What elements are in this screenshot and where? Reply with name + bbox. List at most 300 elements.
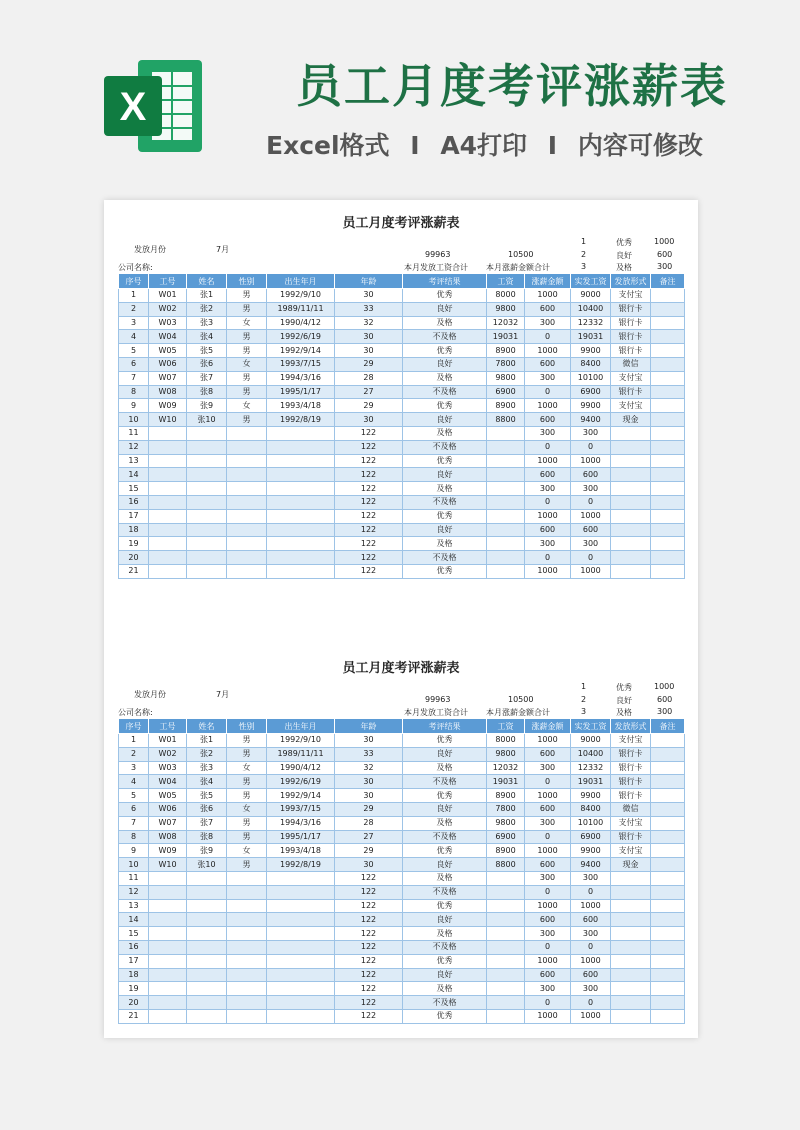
table-cell: 男 <box>227 413 267 427</box>
table-cell: 14 <box>119 913 149 927</box>
table-cell: 女 <box>227 316 267 330</box>
table-cell: 7 <box>119 371 149 385</box>
column-header: 年龄 <box>335 719 403 734</box>
table-cell: 10 <box>119 413 149 427</box>
table-cell <box>487 426 525 440</box>
table-cell <box>227 913 267 927</box>
table-cell: 28 <box>335 816 403 830</box>
table-cell: W05 <box>149 344 187 358</box>
table-cell: 0 <box>525 330 571 344</box>
table-cell: 300 <box>525 426 571 440</box>
table-cell <box>487 927 525 941</box>
table-cell: 30 <box>335 289 403 303</box>
table-cell <box>227 426 267 440</box>
table-cell: 9800 <box>487 747 525 761</box>
table-cell: 15 <box>119 927 149 941</box>
table-cell <box>187 495 227 509</box>
table-cell <box>267 927 335 941</box>
table-cell: 微信 <box>611 802 651 816</box>
table-cell: 122 <box>335 495 403 509</box>
month-label: 发放月份 <box>134 245 166 254</box>
table-cell <box>187 968 227 982</box>
table-cell: 支付宝 <box>611 816 651 830</box>
table-cell <box>267 913 335 927</box>
table-cell <box>651 289 685 303</box>
table-cell <box>487 1009 525 1023</box>
table-row <box>119 927 685 941</box>
table-cell: 9800 <box>487 371 525 385</box>
table-cell <box>227 1009 267 1023</box>
table-cell: 张6 <box>187 802 227 816</box>
table-cell <box>149 426 187 440</box>
table-cell <box>651 509 685 523</box>
table-cell <box>487 871 525 885</box>
table-cell <box>149 927 187 941</box>
table-cell: 1000 <box>525 1009 571 1023</box>
table-cell: 1000 <box>571 899 611 913</box>
table-row <box>119 495 685 509</box>
column-header: 考评结果 <box>403 274 487 289</box>
table-cell: 122 <box>335 940 403 954</box>
table-cell: 1994/3/16 <box>267 816 335 830</box>
grade-amount: 1000 <box>654 237 675 246</box>
table-cell: 不及格 <box>403 885 487 899</box>
column-header: 姓名 <box>187 719 227 734</box>
total-raise-label: 本月涨薪金额合计 <box>486 708 550 717</box>
table-cell: 男 <box>227 789 267 803</box>
table-cell <box>611 564 651 578</box>
table-cell: 1000 <box>571 454 611 468</box>
table-cell <box>487 968 525 982</box>
table-cell: 12332 <box>571 316 611 330</box>
table-cell: 30 <box>335 775 403 789</box>
table-cell: 0 <box>525 440 571 454</box>
table-cell: 17 <box>119 509 149 523</box>
table-cell <box>267 885 335 899</box>
table-cell: 及格 <box>403 426 487 440</box>
table-cell <box>487 913 525 927</box>
table-cell: 张5 <box>187 344 227 358</box>
table-cell: 张4 <box>187 775 227 789</box>
table-cell <box>651 468 685 482</box>
table-cell: 1000 <box>525 344 571 358</box>
total-wage-value: 99963 <box>425 695 451 704</box>
table-cell: 优秀 <box>403 454 487 468</box>
table-cell <box>651 413 685 427</box>
table-cell: 现金 <box>611 413 651 427</box>
table-cell: 27 <box>335 830 403 844</box>
table-cell <box>487 564 525 578</box>
table-cell: W03 <box>149 316 187 330</box>
table-cell <box>227 495 267 509</box>
table-cell: 600 <box>525 968 571 982</box>
table-cell: 男 <box>227 330 267 344</box>
table-cell: 19031 <box>571 330 611 344</box>
table-cell: W08 <box>149 830 187 844</box>
column-header: 性别 <box>227 719 267 734</box>
table-cell: 9000 <box>571 289 611 303</box>
table-cell: 300 <box>525 371 571 385</box>
table-cell: 张5 <box>187 789 227 803</box>
table-cell <box>187 523 227 537</box>
table-cell <box>651 844 685 858</box>
table-cell: 及格 <box>403 761 487 775</box>
table-row <box>119 816 685 830</box>
table-cell: 122 <box>335 482 403 496</box>
table-cell <box>267 426 335 440</box>
table-cell: 银行卡 <box>611 789 651 803</box>
table-cell <box>611 468 651 482</box>
table-cell: 1000 <box>571 509 611 523</box>
table-cell: 21 <box>119 1009 149 1023</box>
table-cell: 良好 <box>403 747 487 761</box>
table-cell: 5 <box>119 789 149 803</box>
table-cell: 1992/9/10 <box>267 734 335 748</box>
table-cell: 张2 <box>187 747 227 761</box>
table-cell: 600 <box>571 468 611 482</box>
table-cell <box>267 440 335 454</box>
column-header: 工号 <box>149 719 187 734</box>
table-cell: 300 <box>571 537 611 551</box>
table-cell: 29 <box>335 357 403 371</box>
column-header: 涨薪金额 <box>525 274 571 289</box>
table-cell: 银行卡 <box>611 385 651 399</box>
table-cell <box>611 440 651 454</box>
table-cell <box>651 954 685 968</box>
table-cell: 及格 <box>403 982 487 996</box>
table-cell <box>651 775 685 789</box>
table-cell <box>487 996 525 1010</box>
table-cell <box>611 537 651 551</box>
table-row <box>119 482 685 496</box>
table-cell <box>611 954 651 968</box>
table-cell: W02 <box>149 747 187 761</box>
table-cell: 优秀 <box>403 289 487 303</box>
table-cell <box>227 523 267 537</box>
sheet-title: 员工月度考评涨薪表 <box>342 661 460 676</box>
table-cell <box>611 996 651 1010</box>
table-cell: 13 <box>119 899 149 913</box>
table-cell: 122 <box>335 954 403 968</box>
table-cell: 不及格 <box>403 830 487 844</box>
table-cell <box>651 357 685 371</box>
table-cell: 10400 <box>571 302 611 316</box>
table-cell <box>651 761 685 775</box>
table-cell <box>651 316 685 330</box>
table-cell <box>149 509 187 523</box>
table-cell: 微信 <box>611 357 651 371</box>
table-cell: 及格 <box>403 816 487 830</box>
table-cell: 张7 <box>187 816 227 830</box>
table-cell: 8900 <box>487 789 525 803</box>
table-cell <box>187 537 227 551</box>
column-header: 性别 <box>227 274 267 289</box>
table-row <box>119 440 685 454</box>
table-cell: 11 <box>119 426 149 440</box>
table-cell <box>187 440 227 454</box>
grade-amount: 600 <box>657 695 673 704</box>
table-cell: 19 <box>119 537 149 551</box>
table-cell: 1993/7/15 <box>267 357 335 371</box>
table-cell: 男 <box>227 816 267 830</box>
table-cell: 29 <box>335 399 403 413</box>
table-cell <box>611 509 651 523</box>
grade-no: 3 <box>581 262 587 271</box>
table-cell <box>651 940 685 954</box>
table-cell: 16 <box>119 495 149 509</box>
banner-sub-separator: I <box>410 131 420 160</box>
table-cell: 银行卡 <box>611 330 651 344</box>
table-cell: 6 <box>119 357 149 371</box>
table-cell: 28 <box>335 371 403 385</box>
table-cell: 122 <box>335 509 403 523</box>
table-cell: 0 <box>525 775 571 789</box>
table-cell: 男 <box>227 830 267 844</box>
table-cell: 张9 <box>187 844 227 858</box>
grade-name: 良好 <box>616 696 632 705</box>
table-cell: 1000 <box>525 399 571 413</box>
table-cell <box>187 482 227 496</box>
table-cell: 32 <box>335 316 403 330</box>
table-cell: 男 <box>227 344 267 358</box>
table-cell: 支付宝 <box>611 734 651 748</box>
column-header: 序号 <box>119 274 149 289</box>
table-cell <box>187 940 227 954</box>
table-cell <box>611 495 651 509</box>
table-cell <box>487 482 525 496</box>
table-cell: 4 <box>119 330 149 344</box>
column-header: 出生年月 <box>267 274 335 289</box>
table-cell: 支付宝 <box>611 399 651 413</box>
table-cell: 优秀 <box>403 844 487 858</box>
table-cell: 1992/6/19 <box>267 775 335 789</box>
table-cell <box>267 899 335 913</box>
table-cell: 1000 <box>525 734 571 748</box>
table-cell: 支付宝 <box>611 289 651 303</box>
table-cell: W10 <box>149 413 187 427</box>
table-cell: 600 <box>525 913 571 927</box>
table-cell <box>611 1009 651 1023</box>
table-cell <box>227 982 267 996</box>
table-cell: 6900 <box>571 385 611 399</box>
table-cell <box>227 509 267 523</box>
table-cell: 良好 <box>403 413 487 427</box>
month-value: 7月 <box>216 245 230 254</box>
table-cell <box>227 482 267 496</box>
table-cell <box>149 996 187 1010</box>
table-cell <box>149 454 187 468</box>
table-cell: 张8 <box>187 385 227 399</box>
table-cell: 6900 <box>487 830 525 844</box>
table-cell: 8800 <box>487 413 525 427</box>
table-cell: 1993/7/15 <box>267 802 335 816</box>
table-cell <box>651 385 685 399</box>
excel-logo-icon <box>100 54 206 158</box>
table-cell: 1989/11/11 <box>267 747 335 761</box>
table-cell <box>187 426 227 440</box>
table-cell: 1993/4/18 <box>267 844 335 858</box>
table-cell: 男 <box>227 371 267 385</box>
table-cell <box>651 858 685 872</box>
table-cell <box>149 537 187 551</box>
table-cell: 32 <box>335 761 403 775</box>
table-cell: 优秀 <box>403 564 487 578</box>
table-cell: 30 <box>335 858 403 872</box>
table-cell: 122 <box>335 871 403 885</box>
table-cell <box>187 564 227 578</box>
table-cell: 张7 <box>187 371 227 385</box>
table-cell: 及格 <box>403 871 487 885</box>
table-cell: 600 <box>571 523 611 537</box>
table-cell: 600 <box>525 747 571 761</box>
table-cell <box>487 495 525 509</box>
table-cell: 女 <box>227 802 267 816</box>
table-cell: 600 <box>525 413 571 427</box>
table-row <box>119 426 685 440</box>
table-cell: 男 <box>227 747 267 761</box>
table-cell: 男 <box>227 302 267 316</box>
table-cell <box>487 523 525 537</box>
table-cell: W07 <box>149 371 187 385</box>
column-header: 实发工资 <box>571 274 611 289</box>
table-cell: 女 <box>227 761 267 775</box>
table-cell <box>487 940 525 954</box>
table-cell: 张2 <box>187 302 227 316</box>
table-cell <box>149 440 187 454</box>
table-cell: 300 <box>525 927 571 941</box>
table-row <box>119 747 685 761</box>
table-cell: W10 <box>149 858 187 872</box>
table-cell <box>651 551 685 565</box>
table-cell <box>651 454 685 468</box>
column-header: 实发工资 <box>571 719 611 734</box>
table-cell <box>267 564 335 578</box>
table-cell: 9800 <box>487 816 525 830</box>
table-cell: W02 <box>149 302 187 316</box>
table-cell: 银行卡 <box>611 761 651 775</box>
column-header: 工资 <box>487 274 525 289</box>
table-cell: 8900 <box>487 844 525 858</box>
table-cell <box>149 1009 187 1023</box>
table-cell: 张6 <box>187 357 227 371</box>
table-cell: 张10 <box>187 858 227 872</box>
table-cell: 良好 <box>403 468 487 482</box>
table-cell <box>227 551 267 565</box>
table-cell <box>611 885 651 899</box>
table-cell <box>611 482 651 496</box>
table-cell: 9900 <box>571 789 611 803</box>
table-cell <box>611 968 651 982</box>
table-cell: W09 <box>149 399 187 413</box>
table-cell: 8400 <box>571 802 611 816</box>
table-cell: 及格 <box>403 537 487 551</box>
table-header-row <box>119 274 685 289</box>
company-label: 公司名称: <box>118 263 153 272</box>
table-row <box>119 940 685 954</box>
table-cell: 19031 <box>487 775 525 789</box>
table-cell: 张9 <box>187 399 227 413</box>
column-header: 发放形式 <box>611 274 651 289</box>
grade-amount: 1000 <box>654 682 675 691</box>
table-cell <box>267 940 335 954</box>
table-cell: 300 <box>525 982 571 996</box>
table-cell: 122 <box>335 913 403 927</box>
table-cell <box>651 371 685 385</box>
table-cell: W05 <box>149 789 187 803</box>
table-cell: 优秀 <box>403 734 487 748</box>
table-cell: 1994/3/16 <box>267 371 335 385</box>
table-cell: W08 <box>149 385 187 399</box>
total-raise-value: 10500 <box>508 695 534 704</box>
table-cell <box>187 871 227 885</box>
table-cell: 122 <box>335 927 403 941</box>
table-cell <box>611 913 651 927</box>
table-cell: 17 <box>119 954 149 968</box>
table-cell: 1000 <box>525 454 571 468</box>
table-cell: 不及格 <box>403 551 487 565</box>
table-cell: 300 <box>571 927 611 941</box>
table-cell: 3 <box>119 316 149 330</box>
table-cell: 1992/8/19 <box>267 858 335 872</box>
table-row <box>119 899 685 913</box>
table-cell <box>227 885 267 899</box>
table-cell: 600 <box>571 913 611 927</box>
salary-table <box>118 718 685 1024</box>
table-cell: 30 <box>335 330 403 344</box>
table-row <box>119 302 685 316</box>
table-cell: W04 <box>149 775 187 789</box>
table-row <box>119 564 685 578</box>
table-cell: 33 <box>335 747 403 761</box>
table-cell: 优秀 <box>403 789 487 803</box>
column-header: 姓名 <box>187 274 227 289</box>
table-cell <box>149 871 187 885</box>
table-cell: 良好 <box>403 523 487 537</box>
table-cell <box>149 564 187 578</box>
table-cell <box>227 940 267 954</box>
table-cell: 1992/6/19 <box>267 330 335 344</box>
table-cell: 20 <box>119 551 149 565</box>
grade-no: 1 <box>581 682 587 691</box>
table-cell: 1000 <box>571 1009 611 1023</box>
table-cell <box>651 734 685 748</box>
column-header: 备注 <box>651 274 685 289</box>
table-row <box>119 551 685 565</box>
table-cell: 良好 <box>403 913 487 927</box>
table-cell: 19031 <box>487 330 525 344</box>
table-cell: W01 <box>149 734 187 748</box>
table-cell <box>149 913 187 927</box>
table-cell: 300 <box>525 482 571 496</box>
table-cell: 20 <box>119 996 149 1010</box>
table-cell: 122 <box>335 885 403 899</box>
table-cell: 122 <box>335 982 403 996</box>
table-cell: 300 <box>525 316 571 330</box>
table-cell <box>187 551 227 565</box>
table-cell: 300 <box>525 816 571 830</box>
table-cell <box>227 537 267 551</box>
table-cell: 6900 <box>487 385 525 399</box>
banner-sub-format: Excel格式 <box>266 131 390 160</box>
table-cell: 1000 <box>525 844 571 858</box>
table-cell <box>149 495 187 509</box>
table-row <box>119 844 685 858</box>
table-cell <box>267 454 335 468</box>
table-cell: 优秀 <box>403 344 487 358</box>
table-cell <box>487 899 525 913</box>
column-header: 年龄 <box>335 274 403 289</box>
table-row <box>119 954 685 968</box>
